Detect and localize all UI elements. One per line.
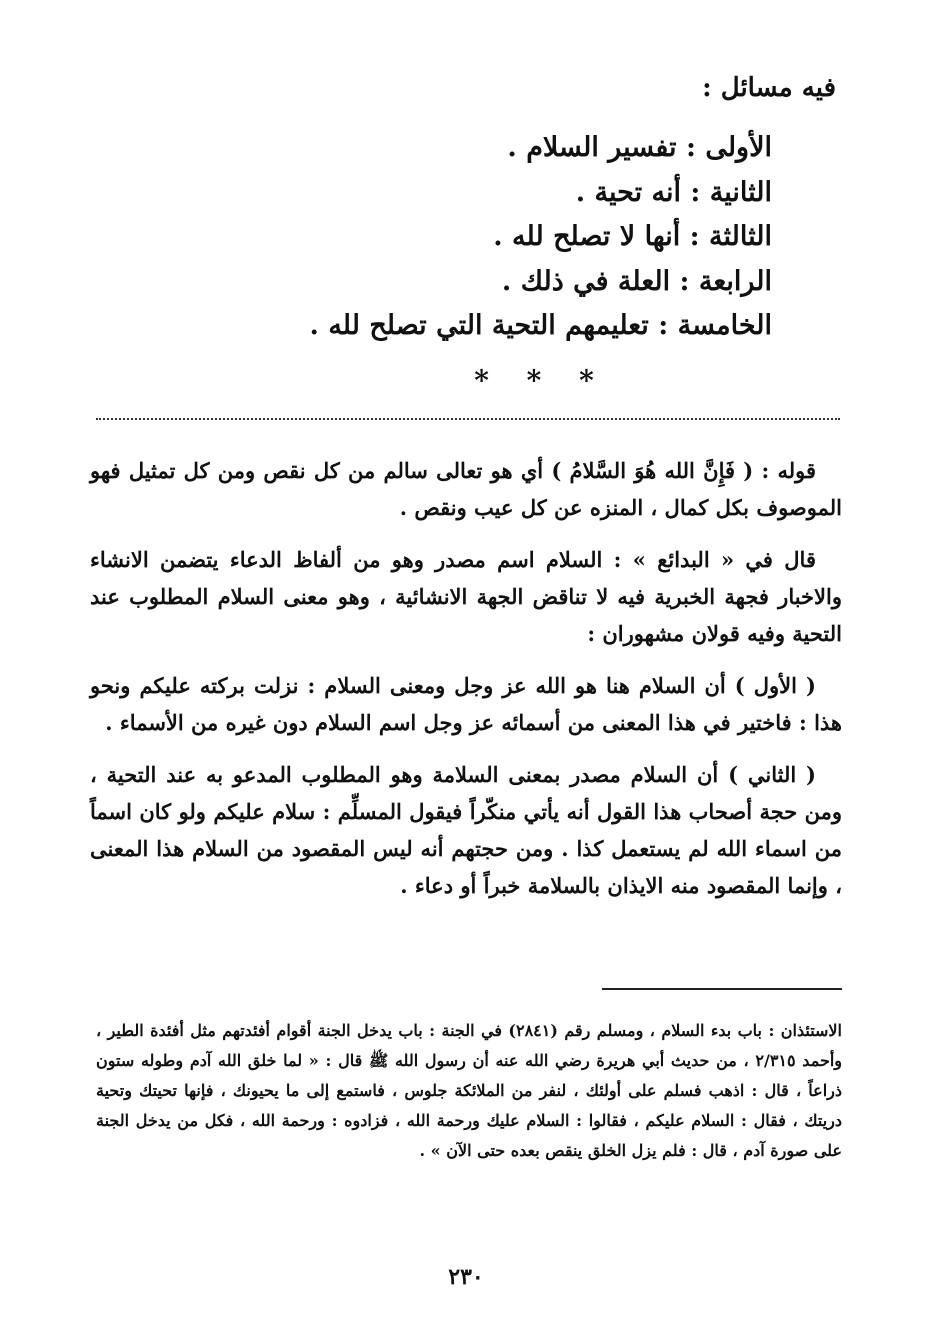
commentary-body (90, 452, 842, 919)
section-separator-stars: * * * (474, 364, 608, 397)
paragraph: ( الثاني ) أن السلام مصدر بمعنى السلامة وهو المطلوب المدعو به عند التحية ، ومن حجة أصحاب هذا القول أنه يأتي منكّراً فيقول المسلِّم : سلام عليكم ولو كان اسماً من اسماء الله لم يستعمل كذا . ومن حجتهم أنه ليس المقصود من السلام هذا المعنى ، وإنما المقصود منه الايذان بالسلامة خبراً أو دعاء . (90, 762, 842, 898)
issue-item: الثالثة : أنها لا تصلح لله . (493, 221, 772, 252)
issue-item: الرابعة : العلة في ذلك . (501, 265, 772, 297)
paragraph: قوله : ( فَإِنَّ الله هُوَ السَّلامُ ) أي هو تعالى سالم من كل نقص ومن كل تمثيل فهو الموصوف بكل كمال ، المنزه عن كل عيب ونقص . (90, 458, 842, 520)
issue-item: الأولى : تفسير السلام . (507, 132, 772, 163)
footnote: الاستئذان : باب بدء السلام ، ومسلم رقم (٢٨٤١) في الجنة : باب يدخل الجنة أقوام أفئدتهم مثل أفئدة الطير ، وأحمد ٢/٣١٥ ، من حديث أبي هريرة رضي الله عنه أن رسول الله ﷺ قال : « لما خلق الله آدم وطوله ستون ذراعاً ، قال : اذهب فسلم على أولئك ، لنفر من الملائكة جلوس ، فاستمع إلى ما يحيونك ، فإنها تحيتك وتحية دريتك ، فقال : السلام عليكم ، فقالوا : السلام عليك ورحمة الله ، فزادوه : ورحمة الله ، فكل من يدخل الجنة على صورة آدم ، قال : فلم يزل الخلق ينقص بعده حتى الآن » . (96, 1021, 843, 1160)
section-heading: فيه مسائل : (702, 73, 836, 103)
issue-item: الخامسة : تعليمهم التحية التي تصلح لله . (309, 310, 772, 341)
dotted-divider (96, 418, 840, 420)
footnote-rule (602, 988, 842, 990)
paragraph: ( الأول ) أن السلام هنا هو الله عز وجل ومعنى السلام : نزلت بركته عليكم ونحو هذا : فاختير في هذا المعنى من أسمائه عز وجل اسم السلام دون غيره من الأسماء . (90, 673, 842, 735)
page-number: ٢٣٠ (448, 1264, 484, 1290)
issues-list (172, 126, 772, 349)
paragraph: قال في « البدائع » : السلام اسم مصدر وهو من ألفاظ الدعاء يتضمن الانشاء والاخبار فجهة الخبرية فيه لا تناقض الجهة الانشائية ، وهو معنى السلام المطلوب عند التحية وفيه قولان مشهوران : (90, 547, 842, 646)
issue-item: الثانية : أنه تحية . (575, 176, 772, 208)
